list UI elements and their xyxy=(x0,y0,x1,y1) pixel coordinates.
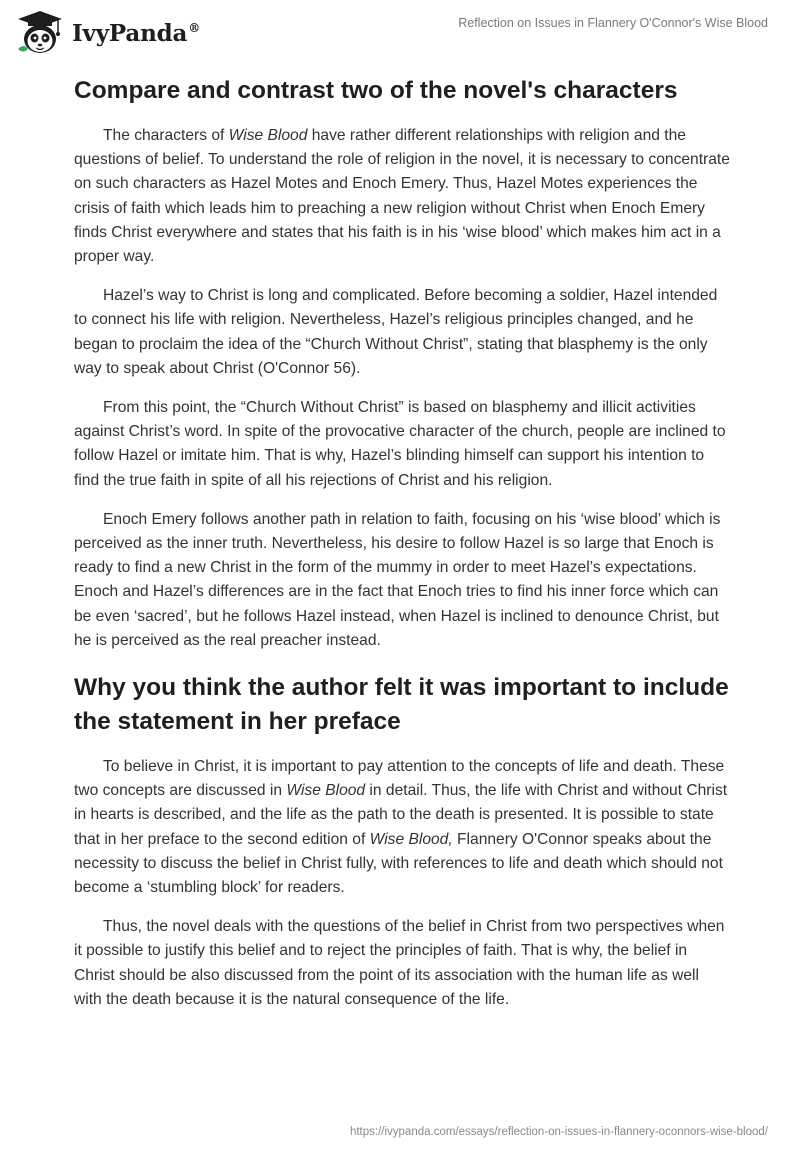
paragraph xyxy=(74,915,730,1012)
paragraph-text: Thus, the novel deals with the questions of the belief in Christ from two perspectives when it possible to justify this belief and to reject the principles of faith. That is why, the belief in Christ should be also discussed from the point of its association with the human life as well with the death because it is the natural consequence of the life. xyxy=(74,918,725,1008)
section-heading-preface: Why you think the author felt it was important to include the statement in her preface xyxy=(74,674,729,736)
book-title: Wise Blood, xyxy=(369,830,453,848)
paragraph xyxy=(74,508,730,653)
paragraph-text: Hazel’s way to Christ is long and complicated. Before becoming a soldier, Hazel intended to connect his life with religion. Nevertheless, Hazel’s religious principles changed, and he began to proclaim the idea of the “Church Without Christ”, stating that blasphemy is the only way to speak about Christ (O'Connor 56). xyxy=(74,287,718,377)
source-url[interactable]: https://ivypanda.com/essays/reflection-on-issues-in-flannery-oconnors-wise-blood/ xyxy=(349,1126,768,1138)
paragraph-text: Enoch Emery follows another path in relation to faith, focusing on his ‘wise blood’ which is perceived as the inner truth. Nevertheless, his desire to follow Hazel is so large that Enoch is ready to find a new Christ in the form of the mummy in order to meet Hazel’s expectations. Enoch and Hazel’s differences are in the fact that Enoch tries to find his inner force which can be even ‘sacred’, but he follows Hazel instead, when Hazel is inclined to denounce Christ, but he is perceived as the real preacher instead. xyxy=(74,510,721,649)
paragraph-text: have rather different relationships with religion and the questions of belief. To understand the role of religion in the novel, it is necessary to concentrate on such characters as Hazel Motes and Enoch Emery. Thus, Hazel Motes experiences the crisis of faith which leads him to preaching a new religion without Christ when Enoch Emery finds Christ everywhere and states that his faith is in his ‘wise blood’ which makes him act in a proper way. xyxy=(74,127,730,266)
paragraph-text: in detail. Thus, the life with Christ and without Christ in hearts is described, and the life as the path to the death is presented. It is possible to state that in her preface to the second edition of xyxy=(74,782,728,848)
paragraph xyxy=(74,396,730,493)
book-title: Wise Blood xyxy=(286,782,366,800)
document-title: Reflection on Issues in Flannery O'Connor's Wise Blood xyxy=(458,16,768,30)
registered-mark: ® xyxy=(188,20,200,35)
paragraph-text: The characters of xyxy=(103,127,229,144)
section-heading-compare: Compare and contrast two of the novel's characters xyxy=(74,77,678,104)
logo-text xyxy=(72,20,200,47)
paragraph xyxy=(74,284,730,381)
page-header xyxy=(14,8,768,58)
essay-content xyxy=(74,68,730,1027)
panda-graduate-icon xyxy=(14,9,66,57)
paragraph xyxy=(74,755,730,900)
book-title: Wise Blood xyxy=(228,127,308,144)
paragraph xyxy=(74,124,730,269)
logo-name: IvyPanda xyxy=(72,19,188,47)
paragraph-text: From this point, the “Church Without Christ” is based on blasphemy and illicit activities against Christ’s word. In spite of the provocative character of the church, people are inclined to follow Hazel or imitate him. That is why, Hazel’s blinding himself can support his intention to find the true faith in spite of all his rejections of Christ and his religion. xyxy=(74,399,726,489)
paragraph-text: To believe in Christ, it is important to pay attention to the concepts of life and death. These two concepts are discussed in xyxy=(74,758,725,800)
paragraph-text: Flannery O'Connor speaks about the necessity to discuss the belief in Christ fully, with references to life and death which should not become a ‘stumbling block’ for readers. xyxy=(74,830,723,897)
ivypanda-logo[interactable] xyxy=(14,8,200,58)
